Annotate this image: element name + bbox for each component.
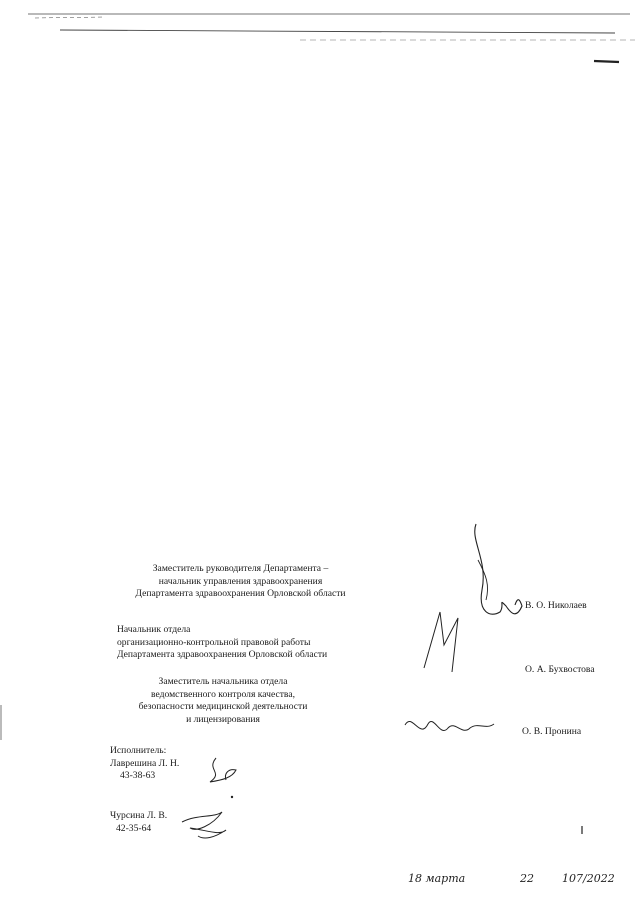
executor-2-block	[110, 810, 167, 835]
signature-nikolaev	[475, 524, 522, 614]
position-line: Заместитель руководителя Департамента –	[152, 563, 329, 574]
handwritten-date: 18 марта	[408, 872, 466, 885]
executors-heading: Исполнитель:	[110, 745, 167, 756]
signatory-1-position	[108, 563, 373, 601]
signature-lavreshina	[210, 758, 236, 782]
signatory-3-position	[118, 676, 328, 726]
position-line: и лицензирования	[186, 713, 260, 725]
signature-pronina	[405, 721, 494, 730]
signatory-1-name: В. О. Николаев	[525, 600, 587, 611]
position-line: Начальник отдела	[117, 624, 191, 635]
executor-name: Лаврешина Л. Н.	[110, 757, 180, 769]
executor-phone: 42-35-64	[116, 822, 152, 834]
signature-chursina	[182, 812, 226, 838]
handwritten-year: 22	[520, 872, 534, 885]
executor-name: Чурсина Л. В.	[110, 810, 168, 821]
second-rule-line	[60, 30, 615, 33]
signatory-3-name: О. В. Пронина	[522, 726, 582, 737]
position-line: начальник управления здравоохранения	[158, 575, 323, 587]
signatory-2-position	[117, 624, 327, 662]
position-line: организационно-контрольной правовой работы	[117, 636, 311, 648]
position-line: Департамента здравоохранения Орловской области	[117, 649, 328, 660]
executors-block	[110, 745, 179, 783]
handwritten-number: 107/2022	[562, 872, 615, 885]
position-line: безопасности медицинской деятельности	[138, 701, 308, 712]
executor-phone: 43-38-63	[120, 770, 156, 781]
position-line: Департамента здравоохранения Орловской области	[135, 588, 346, 599]
signature-bukhvostova	[424, 612, 458, 672]
position-line: ведомственного контроля качества,	[150, 688, 295, 700]
position-line: Заместитель начальника отдела	[158, 676, 288, 687]
signatory-2-name: О. А. Бухвостова	[525, 664, 595, 675]
